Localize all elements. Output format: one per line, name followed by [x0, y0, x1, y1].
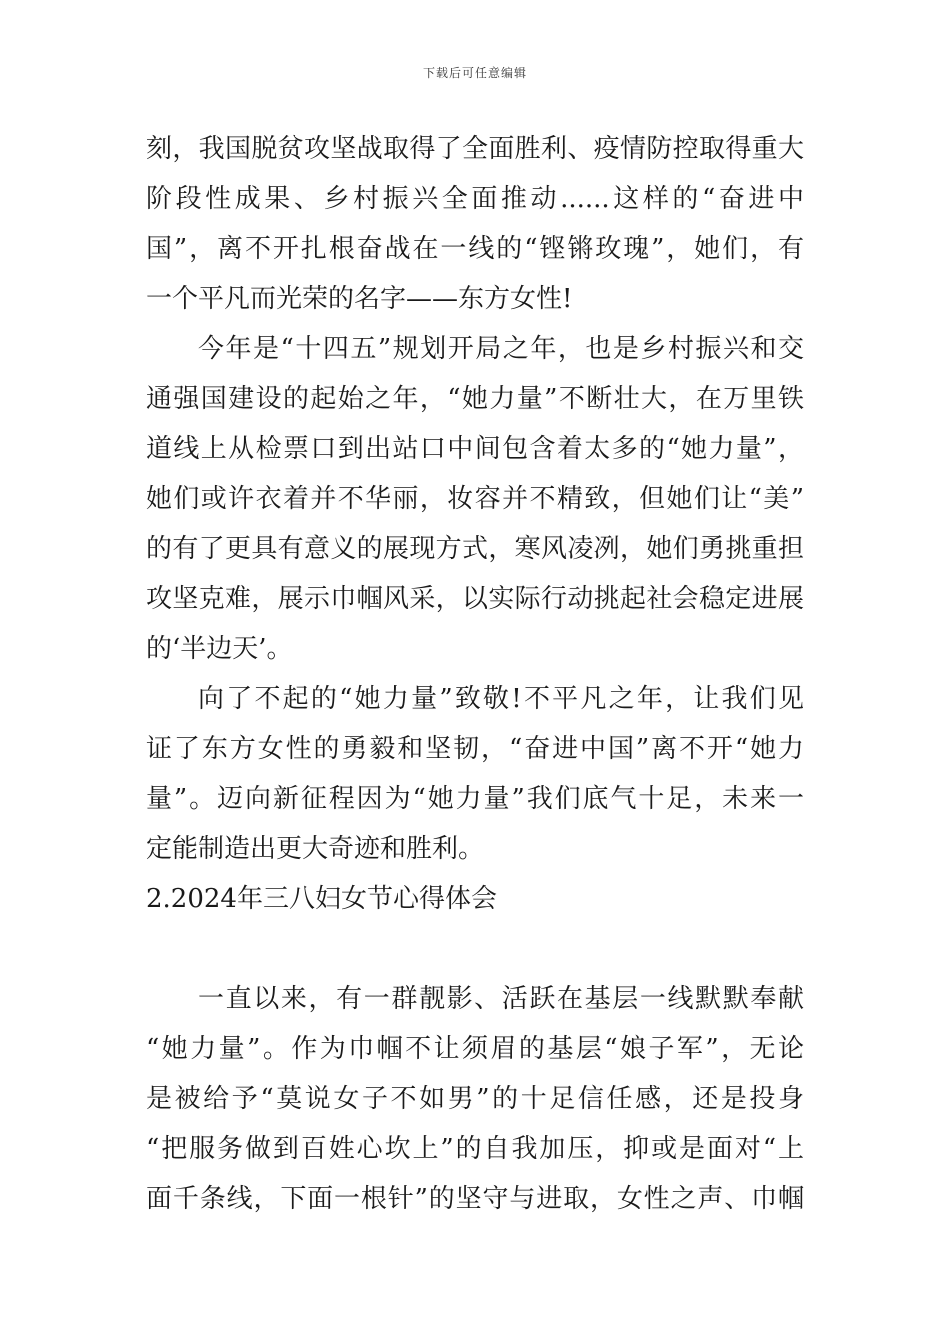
paragraph-1-line-4: 一个平凡而光荣的名字——东方女性! [146, 284, 573, 314]
paragraph-3-line-4: 定能制造出更大奇迹和胜利。 [146, 834, 485, 864]
paragraph-4-line-2: “她力量”。作为巾帼不让须眉的基层“娘子军”，无论 [146, 1034, 804, 1064]
paragraph-3-line-1: 向了不起的“她力量”致敬!不平凡之年，让我们见 [198, 684, 804, 714]
paragraph-1-line-1: 刻，我国脱贫攻坚战取得了全面胜利、疫情防控取得重大 [146, 134, 804, 164]
paragraph-4-line-1: 一直以来，有一群靓影、活跃在基层一线默默奉献 [198, 984, 804, 1014]
section-heading: 2.2024年三八妇女节心得体会 [146, 884, 497, 914]
paragraph-1-line-3: 国”，离不开扎根奋战在一线的“铿锵玫瑰”，她们，有 [146, 234, 804, 264]
paragraph-2-line-7: 的‘半边天’。 [146, 634, 293, 664]
paragraph-2-line-2: 通强国建设的起始之年，“她力量”不断壮大，在万里铁 [146, 384, 804, 414]
paragraph-4-line-4: “把服务做到百姓心坎上”的自我加压，抑或是面对“上 [146, 1134, 804, 1164]
paragraph-1-line-2: 阶段性成果、乡村振兴全面推动......这样的“奋进中 [146, 184, 804, 214]
paragraph-3-line-3: 量”。迈向新征程因为“她力量”我们底气十足，未来一 [146, 784, 804, 814]
paragraph-2-line-3: 道线上从检票口到出站口中间包含着太多的“她力量”， [146, 434, 804, 464]
paragraph-2-line-6: 攻坚克难，展示巾帼风采，以实际行动挑起社会稳定进展 [146, 584, 804, 614]
page-header-note: 下载后可任意编辑 [422, 66, 527, 80]
paragraph-4-line-3: 是被给予“莫说女子不如男”的十足信任感，还是投身 [146, 1084, 804, 1114]
paragraph-3-line-2: 证了东方女性的勇毅和坚韧，“奋进中国”离不开“她力 [146, 734, 804, 764]
paragraph-2-line-1: 今年是“十四五”规划开局之年，也是乡村振兴和交 [198, 334, 804, 364]
paragraph-4-line-5: 面千条线，下面一根针”的坚守与进取，女性之声、巾帼 [146, 1184, 804, 1214]
paragraph-2-line-5: 的有了更具有意义的展现方式，寒风凌冽，她们勇挑重担 [146, 534, 804, 564]
paragraph-2-line-4: 她们或许衣着并不华丽，妆容并不精致，但她们让“美” [146, 484, 804, 514]
